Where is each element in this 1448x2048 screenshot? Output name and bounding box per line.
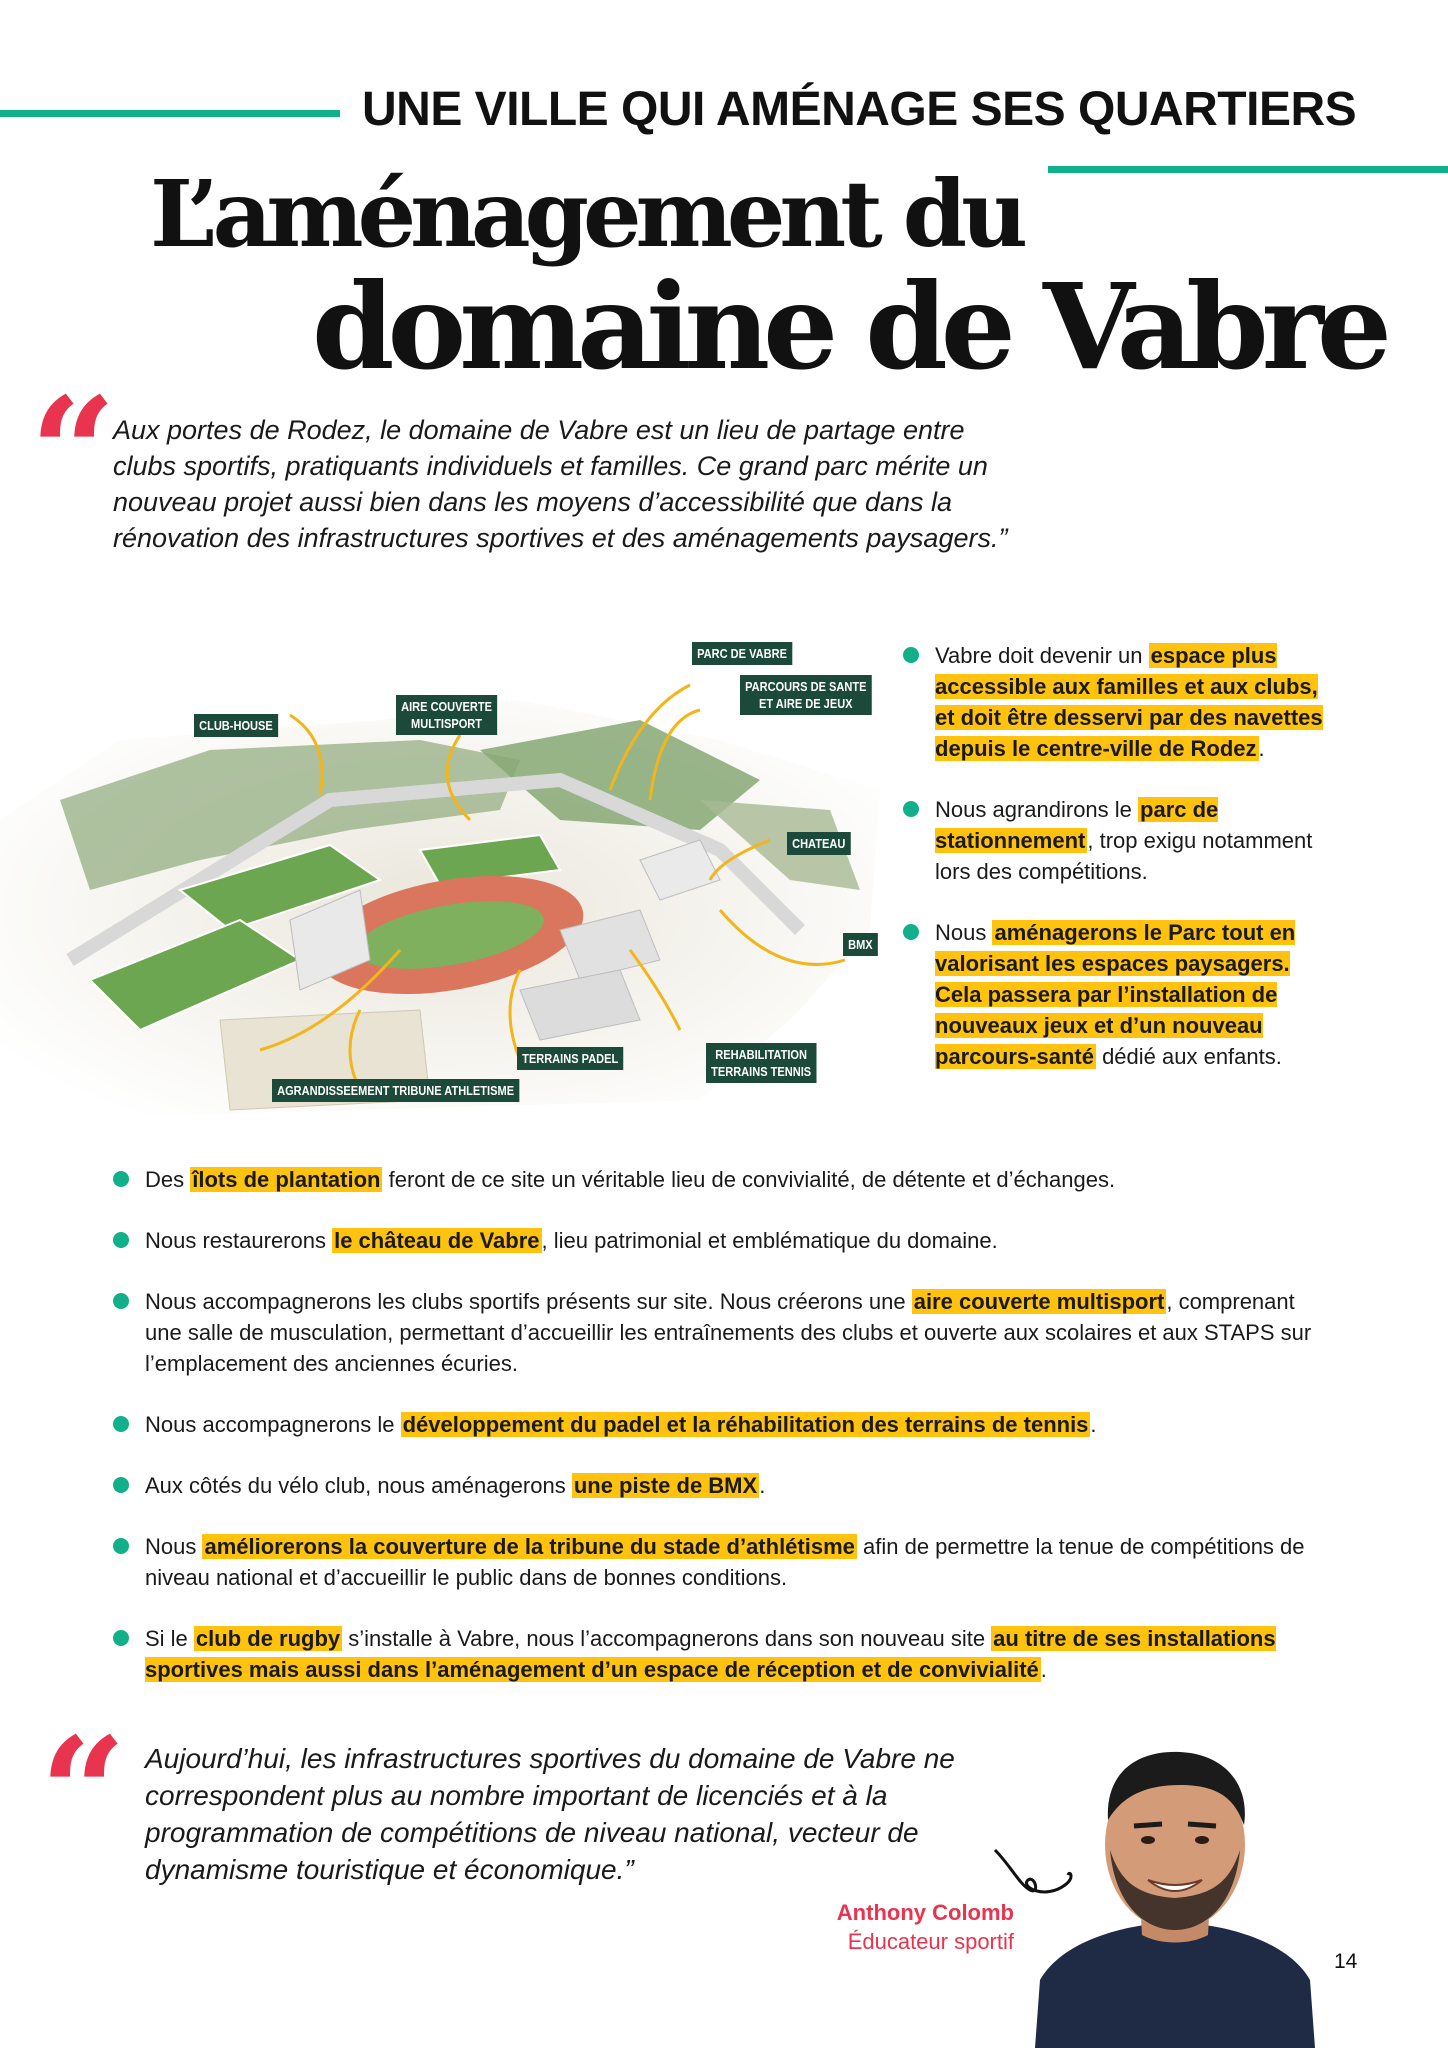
list-item: Si le club de rugby s’installe à Vabre, nous l’accompagnerons dans son nouveau site au titre de ses installations sportives mais aussi dans l’aménagement d’un espace de réception et de convivialité. — [113, 1623, 1333, 1685]
main-bullet-list — [113, 1164, 1333, 1715]
map-label-tribune: AGRANDISSEEMENT TRIBUNE ATHLETISME — [272, 1079, 519, 1102]
map-label-aire-couverte: AIRE COUVERTE MULTISPORT — [396, 695, 497, 735]
bullet-dot-icon — [903, 801, 919, 817]
list-item: Nous agrandirons le parc de stationnement, trop exigu notamment lors des compétitions. — [903, 794, 1323, 887]
list-item: Nous améliorerons la couverture de la tribune du stade d’athlétisme afin de permettre la tenue de compétitions de niveau national et d’accueillir le public dans de bonnes conditions. — [113, 1531, 1333, 1593]
bullet-dot-icon — [113, 1538, 129, 1554]
list-item: Nous accompagnerons les clubs sportifs présents sur site. Nous créerons une aire couverte multisport, comprenant une salle de musculation, permettant d’accueillir les entraînements des clubs et ouverte aux scolaires et aux STAPS sur l’emplacement des anciennes écuries. — [113, 1286, 1333, 1379]
author-portrait — [1030, 1730, 1320, 2048]
bullet-dot-icon — [113, 1171, 129, 1187]
bullet-dot-icon — [903, 647, 919, 663]
author-role: Éducateur sportif — [847, 1929, 1014, 1954]
closing-quote: Aujourd’hui, les infrastructures sportives du domaine de Vabre ne correspondent plus au nombre important de licenciés et à la programmation de compétitions de niveau national, vecteur de dynamisme touristique et économique.” — [145, 1743, 955, 1885]
site-plan-illustration — [0, 630, 880, 1120]
right-bullet-list — [903, 640, 1323, 1102]
header-rule-right — [1048, 166, 1448, 173]
bullet-dot-icon — [113, 1630, 129, 1646]
bullet-dot-icon — [113, 1416, 129, 1432]
list-item: Nous accompagnerons le développement du padel et la réhabilitation des terrains de tennis. — [113, 1409, 1333, 1440]
list-item: Des îlots de plantation feront de ce site un véritable lieu de convivialité, de détente et d’échanges. — [113, 1164, 1333, 1195]
map-label-terrains-padel: TERRAINS PADEL — [517, 1047, 623, 1070]
list-item: Nous aménagerons le Parc tout en valorisant les espaces paysagers. Cela passera par l’installation de nouveaux jeux et d’un nouveau parcours-santé dédié aux enfants. — [903, 917, 1323, 1072]
map-label-parcours-sante: PARCOURS DE SANTE ET AIRE DE JEUX — [740, 675, 872, 715]
page-title-line2: domaine de Vabre — [312, 257, 1385, 396]
header-rule-left — [0, 110, 340, 117]
map-label-rehab-tennis: REHABILITATION TERRAINS TENNIS — [706, 1043, 816, 1083]
page-title-line1: L’aménagement du — [150, 160, 1023, 268]
page-number: 14 — [1334, 1950, 1358, 1973]
quote-mark-icon: “ — [30, 365, 117, 541]
intro-quote: Aux portes de Rodez, le domaine de Vabre est un lieu de partage entre clubs sportifs, pratiquants individuels et familles. Ce grand parc mérite un nouveau projet aussi bien dans les moyens d’accessibilité que dans la rénovation des infrastructures sportives et des aménagements paysagers.” — [113, 415, 1008, 553]
map-label-club-house: CLUB-HOUSE — [194, 714, 278, 737]
quote-mark-icon: “ — [40, 1705, 127, 1881]
map-label-bmx: BMX — [843, 933, 878, 956]
list-item: Vabre doit devenir un espace plus accessible aux familles et aux clubs, et doit être desservi par des navettes depuis le centre-ville de Rodez. — [903, 640, 1323, 764]
bullet-dot-icon — [113, 1232, 129, 1248]
list-item: Nous restaurerons le château de Vabre, lieu patrimonial et emblématique du domaine. — [113, 1225, 1333, 1256]
bullet-dot-icon — [113, 1477, 129, 1493]
map-label-chateau: CHATEAU — [787, 832, 850, 855]
map-label-parc-de-vabre: PARC DE VABRE — [692, 642, 792, 665]
author-name: Anthony Colomb — [836, 1900, 1014, 1925]
bullet-dot-icon — [903, 924, 919, 940]
list-item: Aux côtés du vélo club, nous aménagerons une piste de BMX. — [113, 1470, 1333, 1501]
section-kicker: UNE VILLE QUI AMÉNAGE SES QUARTIERS — [362, 83, 1357, 136]
bullet-dot-icon — [113, 1293, 129, 1309]
